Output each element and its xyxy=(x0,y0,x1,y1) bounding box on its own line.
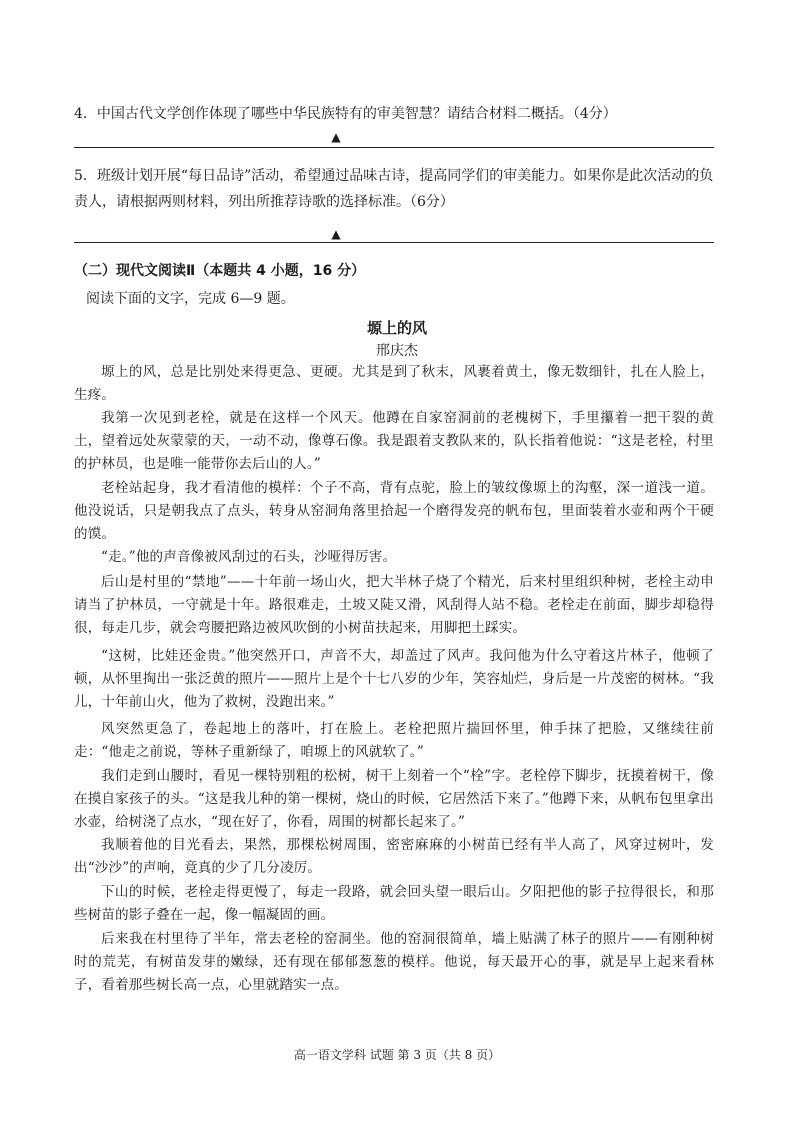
paragraph: 塬上的风，总是比别处来得更急、更硬。尤其是到了秋末，风裹着黄土，像无数细针，扎在人脸上，生疼。 xyxy=(74,364,714,404)
paragraph: 我第一次见到老栓，就是在这样一个风天。他蹲在自家窑洞前的老槐树下，手里攥着一把干裂的黄土，望着远处灰蒙蒙的天，一动不动，像尊石像。我是跟着支教队来的，队长指着他说：“这是老栓，村里的护林员，也是唯一能带你去后山的人。” xyxy=(74,410,714,473)
question-4: 4．中国古代文学创作体现了哪些中华民族特有的审美智慧？请结合材料二概括。（4分） xyxy=(74,106,617,122)
answer-line-4 xyxy=(74,147,714,148)
paragraph: 老栓站起身，我才看清他的模样：个子不高，背有点驼，脸上的皱纹像塬上的沟壑，深一道浅一道。他没说话，只是朝我点了点头，转身从窑洞角落里拾起一个磨得发亮的帆布包，里面装着水壶和两个干硬的馍。 xyxy=(74,480,714,543)
paragraph: 我们走到山腰时，看见一棵特别粗的松树，树干上刻着一个“栓”字。老栓停下脚步，抚摸着树干，像在摸自家孩子的头。“这是我儿种的第一棵树，烧山的时候，它居然活下来了。”他蹲下来，从帆布包里拿出水壶，给树浇了点水，“现在好了，你看，周围的树都长起来了。” xyxy=(74,768,714,831)
question-5: 5．班级计划开展“每日品诗”活动，希望通过品味古诗，提高同学们的审美能力。如果你是此次活动的负责人，请根据两则材料，列出所推荐诗歌的选择标准。（6分） xyxy=(74,168,714,210)
paragraph: 后来我在村里待了半年，常去老栓的窑洞坐。他的窑洞很简单，墙上贴满了林子的照片——有刚种树时的荒芜，有树苗发芽的嫩绿，还有现在郁郁葱葱的模样。他说，每天最开心的事，就是早上起来看林子，看着那些树长高一点，心里就踏实一点。 xyxy=(74,931,714,994)
answer-mark-4: ▲ xyxy=(331,130,341,144)
answer-mark-5: ▲ xyxy=(331,227,341,241)
section-instruction: 阅读下面的文字，完成 6—9 题。 xyxy=(86,291,295,307)
article-author: 邢庆杰 xyxy=(376,343,418,359)
paragraph: “走。”他的声音像被风刮过的石头，沙哑得厉害。 xyxy=(101,549,397,565)
section-heading: （二）现代文阅读Ⅱ（本题共 4 小题，16 分） xyxy=(74,263,366,279)
answer-line-5 xyxy=(74,242,714,243)
paragraph: 风突然更急了，卷起地上的落叶，打在脸上。老栓把照片揣回怀里，伸手抹了把脸，又继续往前走：“他走之前说，等林子重新绿了，咱塬上的风就软了。” xyxy=(74,721,714,761)
paragraph: 后山是村里的“禁地”——十年前一场山火，把大半林子烧了个精光，后来村里组织种树，老栓主动申请当了护林员，一守就是十年。路很难走，土坡又陡又滑，风刮得人站不稳。老栓走在前面，脚步却稳得很，每走几步，就会弯腰把路边被风吹倒的小树苗扶起来，用脚把土踩实。 xyxy=(74,574,714,637)
paragraph: 下山的时候，老栓走得更慢了，每走一段路，就会回头望一眼后山。夕阳把他的影子拉得很长，和那些树苗的影子叠在一起，像一幅凝固的画。 xyxy=(74,884,714,924)
paragraph: 我顺着他的目光看去，果然，那棵松树周围，密密麻麻的小树苗已经有半人高了，风穿过树叶，发出“沙沙”的声响，竟真的少了几分凌厉。 xyxy=(74,837,714,877)
paragraph: “这树，比娃还金贵。”他突然开口，声音不大，却盖过了风声。我问他为什么守着这片林子，他顿了顿，从怀里掏出一张泛黄的照片——照片上是个十七八岁的少年，笑容灿烂，身后是一片茂密的树林。“我儿，十年前山火，他为了救树，没跑出来。” xyxy=(74,648,714,711)
page-footer: 高一语文学科 试题 第 3 页（共 8 页） xyxy=(293,1048,501,1062)
article-title: 塬上的风 xyxy=(366,319,427,337)
